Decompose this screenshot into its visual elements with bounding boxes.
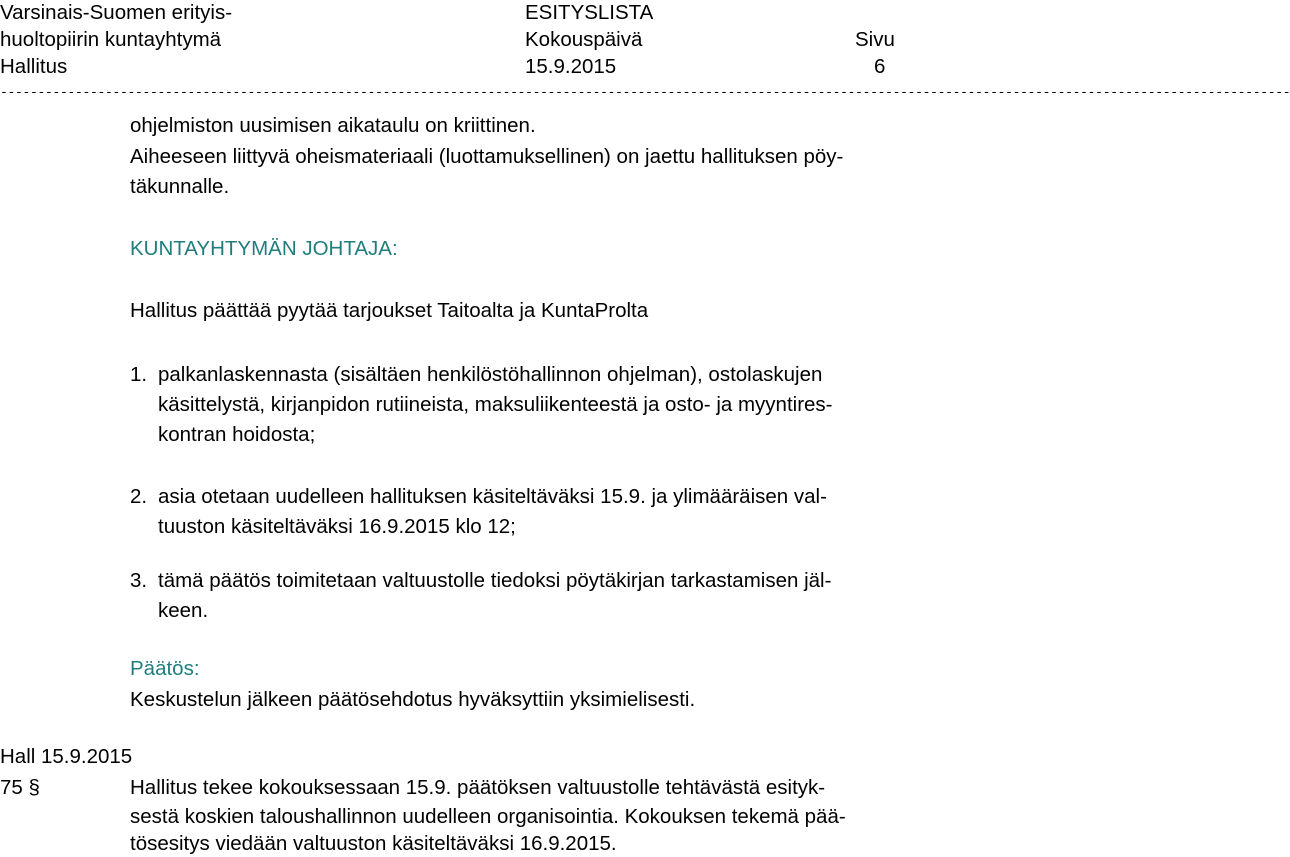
page-number: 6 [874,55,886,78]
list-item-number: 1. [130,363,148,386]
page-label: Sivu [855,28,895,51]
intro-line: täkunnalle. [130,175,230,198]
org-name-line1: Varsinais-Suomen erityis- [0,1,233,24]
decision-heading: Päätös: [130,657,200,680]
hall-date: Hall 15.9.2015 [0,745,133,768]
decision-text: Keskustelun jälkeen päätösehdotus hyväksyttiin yksimielisesti. [130,688,696,711]
org-name-line2: huoltopiirin kuntayhtymä [0,28,222,51]
proposal-lead: Hallitus päättää pyytää tarjoukset Taitoalta ja KuntaProlta [130,299,649,322]
section-line: sestä koskien taloushallinnon uudelleen organisointia. Kokouksen tekemä pää- [130,805,846,828]
document-type: ESITYSLISTA [525,1,654,24]
section-line: tösesitys viedään valtuuston käsiteltäväksi 16.9.2015. [130,832,617,855]
intro-line: Aiheeseen liittyvä oheismateriaali (luottamuksellinen) on jaettu hallituksen pöy- [130,145,844,168]
list-item-line: keen. [158,599,209,622]
director-heading: KUNTAYHTYMÄN JOHTAJA: [130,237,398,260]
intro-line: ohjelmiston uusimisen aikataulu on kriittinen. [130,114,536,137]
list-item-line: käsittelystä, kirjanpidon rutiineista, maksuliikenteestä ja osto- ja myyntires- [158,393,833,416]
list-item-line: palkanlaskennasta (sisältäen henkilöstöhallinnon ohjelman), ostolaskujen [158,363,823,386]
list-item-number: 3. [130,569,148,592]
list-item-line: kontran hoidosta; [158,423,316,446]
list-item-line: tämä päätös toimitetaan valtuustolle tiedoksi pöytäkirjan tarkastamisen jäl- [158,569,832,592]
list-item-line: tuuston käsiteltäväksi 16.9.2015 klo 12; [158,515,516,538]
meeting-date: 15.9.2015 [525,55,617,78]
section-line: Hallitus tekee kokouksessaan 15.9. päätöksen valtuustolle tehtävästä esityk- [130,776,826,799]
meeting-date-label: Kokouspäivä [525,28,643,51]
section-number: 75 § [0,776,40,799]
header-separator: ---------------------------------------------------------------------------------------------------------------------------------------------------------------------------- [0,85,1290,100]
list-item-number: 2. [130,485,148,508]
list-item-line: asia otetaan uudelleen hallituksen käsiteltäväksi 15.9. ja ylimääräisen val- [158,485,827,508]
org-name-line3: Hallitus [0,55,68,78]
